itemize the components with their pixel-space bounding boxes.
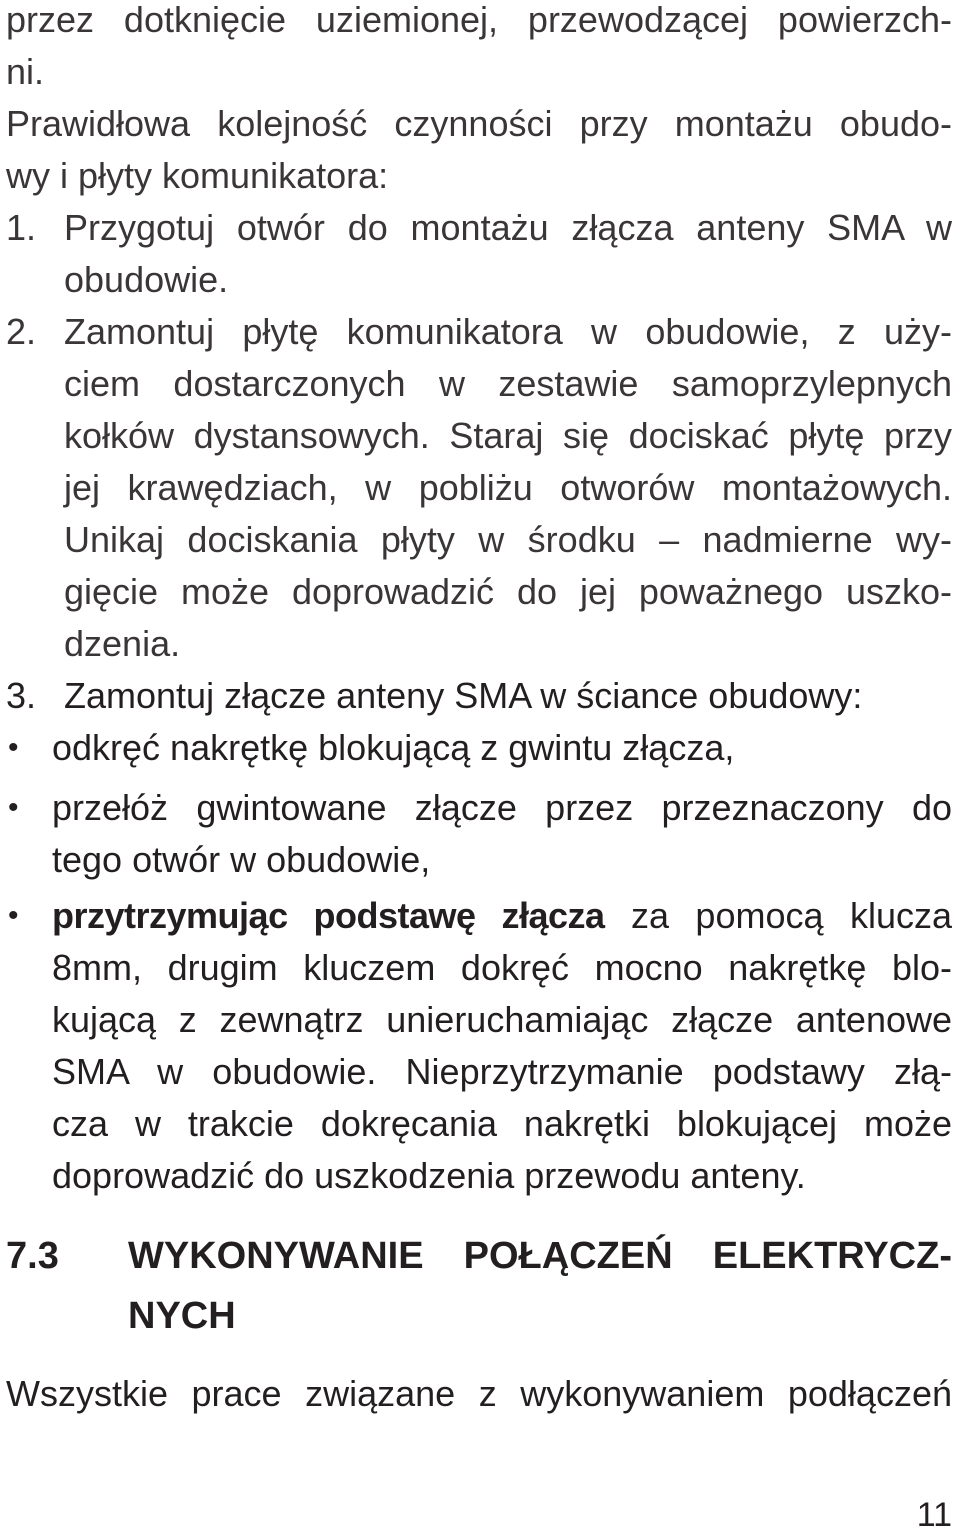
bullet-line: SMA w obudowie. Nieprzytrzymanie podstawy złą-: [52, 1051, 952, 1092]
step-line: obudowie.: [64, 259, 229, 300]
intro-line: Prawidłowa kolejność czynności przy montażu obudo-: [6, 103, 952, 144]
step-line: Zamontuj płytę komunikatora w obudowie, z uży-: [64, 311, 952, 352]
step-line: dzenia.: [64, 623, 181, 664]
section-title-cont: NYCH: [128, 1295, 236, 1337]
step-line: ciem dostarczonych w zestawie samoprzylepnych: [64, 363, 952, 404]
bullet-line: odkręć nakrętkę blokującą z gwintu złącza,: [52, 727, 735, 768]
step-line: Zamontuj złącze anteny SMA w ściance obudowy:: [64, 675, 863, 716]
bullet-line-first: [52, 890, 952, 942]
step-line: Przygotuj otwór do montażu złącza anteny SMA w: [64, 207, 952, 248]
section-number: 7.3: [6, 1235, 59, 1277]
page-number: 11: [916, 1496, 952, 1534]
step-number: 2.: [6, 311, 37, 352]
bullet-icon: •: [8, 791, 19, 824]
intro-line: przez dotknięcie uziemionej, przewodzącej powierzch-: [6, 0, 952, 40]
body-line: Wszystkie prace związane z wykonywaniem podłączeń: [6, 1373, 952, 1414]
intro-line: ni.: [6, 51, 45, 92]
step-line: gięcie może doprowadzić do jej poważnego uszko-: [64, 571, 952, 612]
bullet-icon: •: [8, 731, 19, 764]
bullet-line: doprowadzić do uszkodzenia przewodu anteny.: [52, 1155, 806, 1196]
step-line: Unikaj dociskania płyty w środku – nadmierne wy-: [64, 519, 952, 560]
bullet-line: przełóż gwintowane złącze przez przeznaczony do: [52, 787, 952, 828]
step-line: kołków dystansowych. Staraj się dociskać płytę przy: [64, 415, 952, 456]
step-number: 1.: [6, 207, 37, 248]
bullet-line: 8mm, drugim kluczem dokręć mocno nakrętkę blo-: [52, 947, 952, 988]
bullet-line: cza w trakcie dokręcania nakrętki blokującej może: [52, 1103, 952, 1144]
bullet-text: za pomocą klucza: [604, 895, 952, 936]
bullet-line: kującą z zewnątrz unieruchamiając złącze antenowe: [52, 999, 952, 1040]
section-title: WYKONYWANIE POŁĄCZEŃ ELEKTRYCZ-: [128, 1235, 952, 1277]
step-number: 3.: [6, 675, 37, 716]
bullet-line: tego otwór w obudowie,: [52, 839, 431, 880]
intro-line: wy i płyty komunikatora:: [6, 155, 389, 196]
step-line: jej krawędziach, w pobliżu otworów montażowych.: [64, 467, 952, 508]
bullet-icon: •: [8, 899, 19, 932]
emphasis-text: przytrzymując podstawę złącza: [52, 895, 605, 936]
